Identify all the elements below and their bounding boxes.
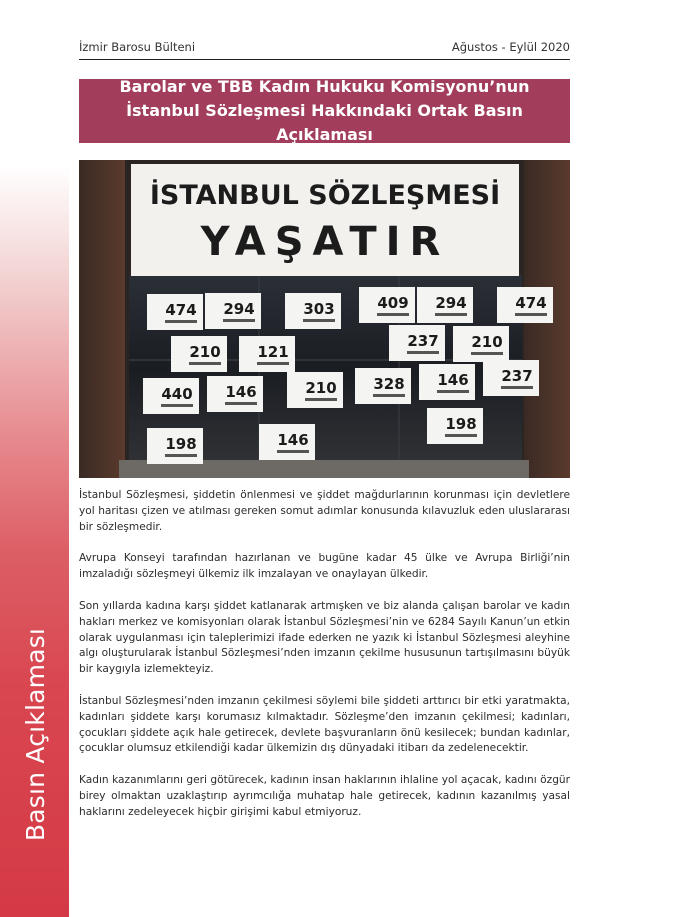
number-sign-value: 303 (303, 300, 335, 318)
page-header (79, 36, 570, 58)
number-sign (497, 287, 553, 323)
banner-text-line1: İSTANBUL SÖZLEŞMESİ (149, 180, 501, 211)
issue-date: Ağustos - Eylül 2020 (451, 40, 570, 54)
number-sign (205, 293, 261, 329)
number-sign (171, 336, 227, 372)
number-sign-value: 121 (257, 343, 289, 361)
article-title-box (79, 79, 570, 143)
number-sign (143, 378, 199, 414)
paragraph: Son yıllarda kadına karşı şiddet katlanarak artmışken ve biz alanda çalışan barolar ve kadın hakları merkez ve komisyonları olarak İstanbul Sözleşmesi’nin ve 6284 Sayılı Kanun’un etkin olarak uygulanması için taleplerimizi ifade ederken ne yazık ki İstanbul Sözleşmesi aleyhine algı oluşturularak İstanbul Sözleşmesi’nden imzanın çekilme hususunun tartışılmasını büyük bir kaygıyla izlemekteyiz. (79, 599, 570, 676)
number-sign-value: 440 (161, 385, 193, 403)
section-label-text: Basın Açıklaması (21, 627, 51, 841)
number-sign-value: 210 (305, 379, 337, 397)
number-sign (359, 287, 415, 323)
banner-text-line2: YAŞATIR (200, 219, 450, 265)
number-sign-value: 210 (471, 333, 503, 351)
number-sign (483, 360, 539, 396)
number-sign-value: 146 (437, 371, 469, 389)
paragraph: Kadın kazanımlarını geri götürecek, kadının insan haklarının ihlaline yol açacak, kadını özgür birey olmaktan uzaklaştırıp ayrımcılığa muhatap hale getirecek, kadının kazanılmış yasal haklarını zedeleyecek hiçbir girişimi kabul etmiyoruz. (79, 774, 570, 818)
number-sign (427, 408, 483, 444)
number-sign-value: 237 (407, 332, 439, 350)
number-sign (417, 287, 473, 323)
article-title-line1: Barolar ve TBB Kadın Hukuku Komisyonu’nun (119, 77, 530, 96)
article-photo (79, 160, 570, 478)
number-sign-value: 198 (165, 435, 197, 453)
paragraph: İstanbul Sözleşmesi’nden imzanın çekilmesi söylemi bile şiddeti arttırıcı bir etki yaratmakta, kadınları şiddete karşı korumasız kılmaktadır. Sözleşme’den imzanın çekilmesi; kadınları, çocukları şiddete açık hale getirecek, devlete başvuranların önü kesilecek; bundan kadınlar, çocuklar olumsuz etkilendiği kadar ülkemizin dış dünyadaki itibarı da zedelenecektir. (79, 694, 570, 755)
number-sign (285, 293, 341, 329)
number-sign-value: 146 (225, 383, 257, 401)
section-side-label (18, 628, 54, 840)
number-sign (389, 325, 445, 361)
photo-illustration (79, 160, 570, 478)
number-sign (355, 368, 411, 404)
article-title-line2: İstanbul Sözleşmesi Hakkındaki Ortak Basın Açıklaması (126, 101, 523, 144)
paragraph: İstanbul Sözleşmesi, şiddetin önlenmesi ve şiddet mağdurlarının korunması için devletlere yol haritası çizen ve atılması gereken somut adımlar konusunda kılavuzluk eden uluslararası bir sözleşmedir. (79, 489, 570, 533)
number-sign-value: 210 (189, 343, 221, 361)
number-sign (419, 364, 475, 400)
number-sign-value: 198 (445, 415, 477, 433)
paragraph: Avrupa Konseyi tarafından hazırlanan ve bugüne kadar 45 ülke ve Avrupa Birliği’nin imzaladığı sözleşmeyi ülkemiz ilk imzalayan ve onaylayan ülkedir. (79, 552, 570, 581)
number-sign-value: 409 (377, 294, 409, 312)
header-divider (79, 59, 570, 60)
number-sign-value: 294 (435, 294, 467, 312)
number-sign-value: 146 (277, 431, 309, 449)
number-sign (287, 372, 343, 408)
number-sign-value: 294 (223, 300, 255, 318)
number-sign-value: 474 (165, 301, 197, 319)
article-body (79, 488, 570, 837)
number-sign (259, 424, 315, 460)
publication-name: İzmir Barosu Bülteni (79, 40, 196, 54)
number-sign (207, 376, 263, 412)
number-sign (453, 326, 509, 362)
number-sign (239, 336, 295, 372)
number-sign-value: 237 (501, 367, 533, 385)
number-sign-value: 328 (373, 375, 405, 393)
number-sign-value: 474 (515, 294, 547, 312)
number-sign (147, 294, 203, 330)
number-sign (147, 428, 203, 464)
